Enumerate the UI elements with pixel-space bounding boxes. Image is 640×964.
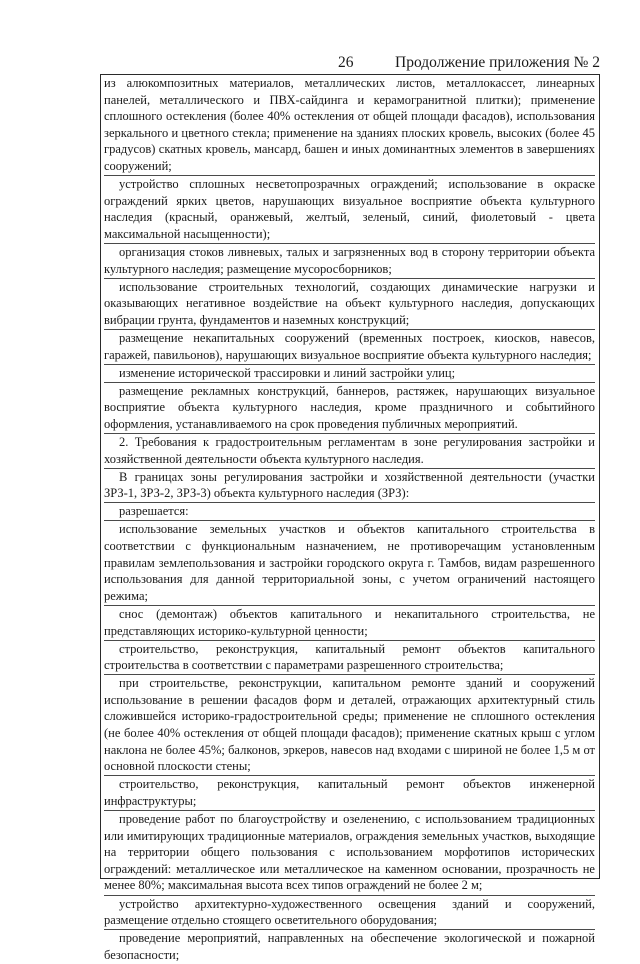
paragraph: проведение мероприятий, направленных на обеспечение экологической и пожарной безопасности; [104, 931, 595, 962]
text-frame [100, 74, 600, 962]
paragraph: снос (демонтаж) объектов капитального и некапитального строительства, не представляющих историко-культурной ценности; [104, 606, 595, 641]
paragraph: размещение рекламных конструкций, баннеров, растяжек, нарушающих визуальное восприятие объекта культурного наследия, кроме праздничного и событийного оформления, устанавливаемого на срок проведения публичных мероприятий. [104, 383, 595, 434]
section-heading-paragraph: 2. Требования к градостроительным регламентам в зоне регулирования застройки и хозяйственной деятельности объекта культурного наследия. [104, 434, 595, 469]
paragraph: В границах зоны регулирования застройки и хозяйственной деятельности (участки ЗРЗ-1, ЗРЗ-2, ЗРЗ-3) объекта культурного наследия (ЗРЗ): [104, 469, 595, 504]
paragraph: изменение исторической трассировки и линий застройки улиц; [104, 365, 595, 383]
paragraph: использование земельных участков и объектов капитального строительства в соответствии с функциональным назначением, не противоречащим установленным правилам землепользования и застройки городского округа г. Тамбов, видам разрешенного использования для данной территориальной зоны, с учетом ограничений настоящего режима; [104, 521, 595, 605]
page-header [0, 54, 640, 74]
paragraph: из алюкомпозитных материалов, металлических листов, металлокассет, линеарных панелей, металлического и ПВХ-сайдинга и керамогранитной плитки); применение сплошного остекления (более 40% остекления от общей площади фасадов), использования зеркального и цветного стекла; применение на зданиях плоских кровель, высоких (более 45 градусов) скатных кровель, мансард, башен и иных доминантных элементов в завершениях сооружений; [104, 75, 595, 176]
page-number: 26 [338, 54, 354, 71]
paragraph: строительство, реконструкция, капитальный ремонт объектов капитального строительства в соответствии с параметрами разрешенного строительства; [104, 641, 595, 676]
paragraph: размещение некапитальных сооружений (временных построек, киосков, навесов, гаражей, павильонов), нарушающих визуальное восприятие объекта культурного наследия; [104, 330, 595, 365]
paragraph: использование строительных технологий, создающих динамические нагрузки и оказывающих негативное воздействие на объект культурного наследия, допускающих вибрации грунта, фундаментов и наземных конструкций; [104, 279, 595, 330]
paragraph: при строительстве, реконструкции, капитальном ремонте зданий и сооружений использование в решении фасадов форм и деталей, отражающих архитектурный стиль сложившейся историко-градостроительной среды; применение не сплошного остекления (не более 40% остекления от общей площади фасадов); применение скатных крыш с углом наклона не более 45%; балконов, эркеров, навесов над входами с шириной не более 1,5 м от основной плоскости стены; [104, 675, 595, 776]
paragraph: устройство сплошных несветопрозрачных ограждений; использование в окраске ограждений ярких цветов, нарушающих визуальное восприятие объекта культурного наследия (красный, оранжевый, желтый, зеленый, синий, фиолетовый - цвета максимальной насыщенности); [104, 176, 595, 244]
paragraph: организация стоков ливневых, талых и загрязненных вод в сторону территории объекта культурного наследия; размещение мусоросборников; [104, 244, 595, 279]
paragraph: проведение работ по благоустройству и озеленению, с использованием традиционных или имитирующих традиционные материалов, ограждения земельных участков, выходящие на территории общего пользования с использованием морфотипов исторических ограждений: металлическое или металлическое на каменном основании, прозрачность не менее 80%; максимальная высота всех типов ограждений не более 2 м; [104, 811, 595, 895]
appendix-continuation-title: Продолжение приложения № 2 [395, 54, 600, 71]
paragraph: устройство архитектурно-художественного освещения зданий и сооружений, размещение отдельно стоящего осветительного оборудования; [104, 896, 595, 931]
subheading-allowed: разрешается: [104, 503, 595, 521]
paragraph: строительство, реконструкция, капитальный ремонт объектов инженерной инфраструктуры; [104, 776, 595, 811]
